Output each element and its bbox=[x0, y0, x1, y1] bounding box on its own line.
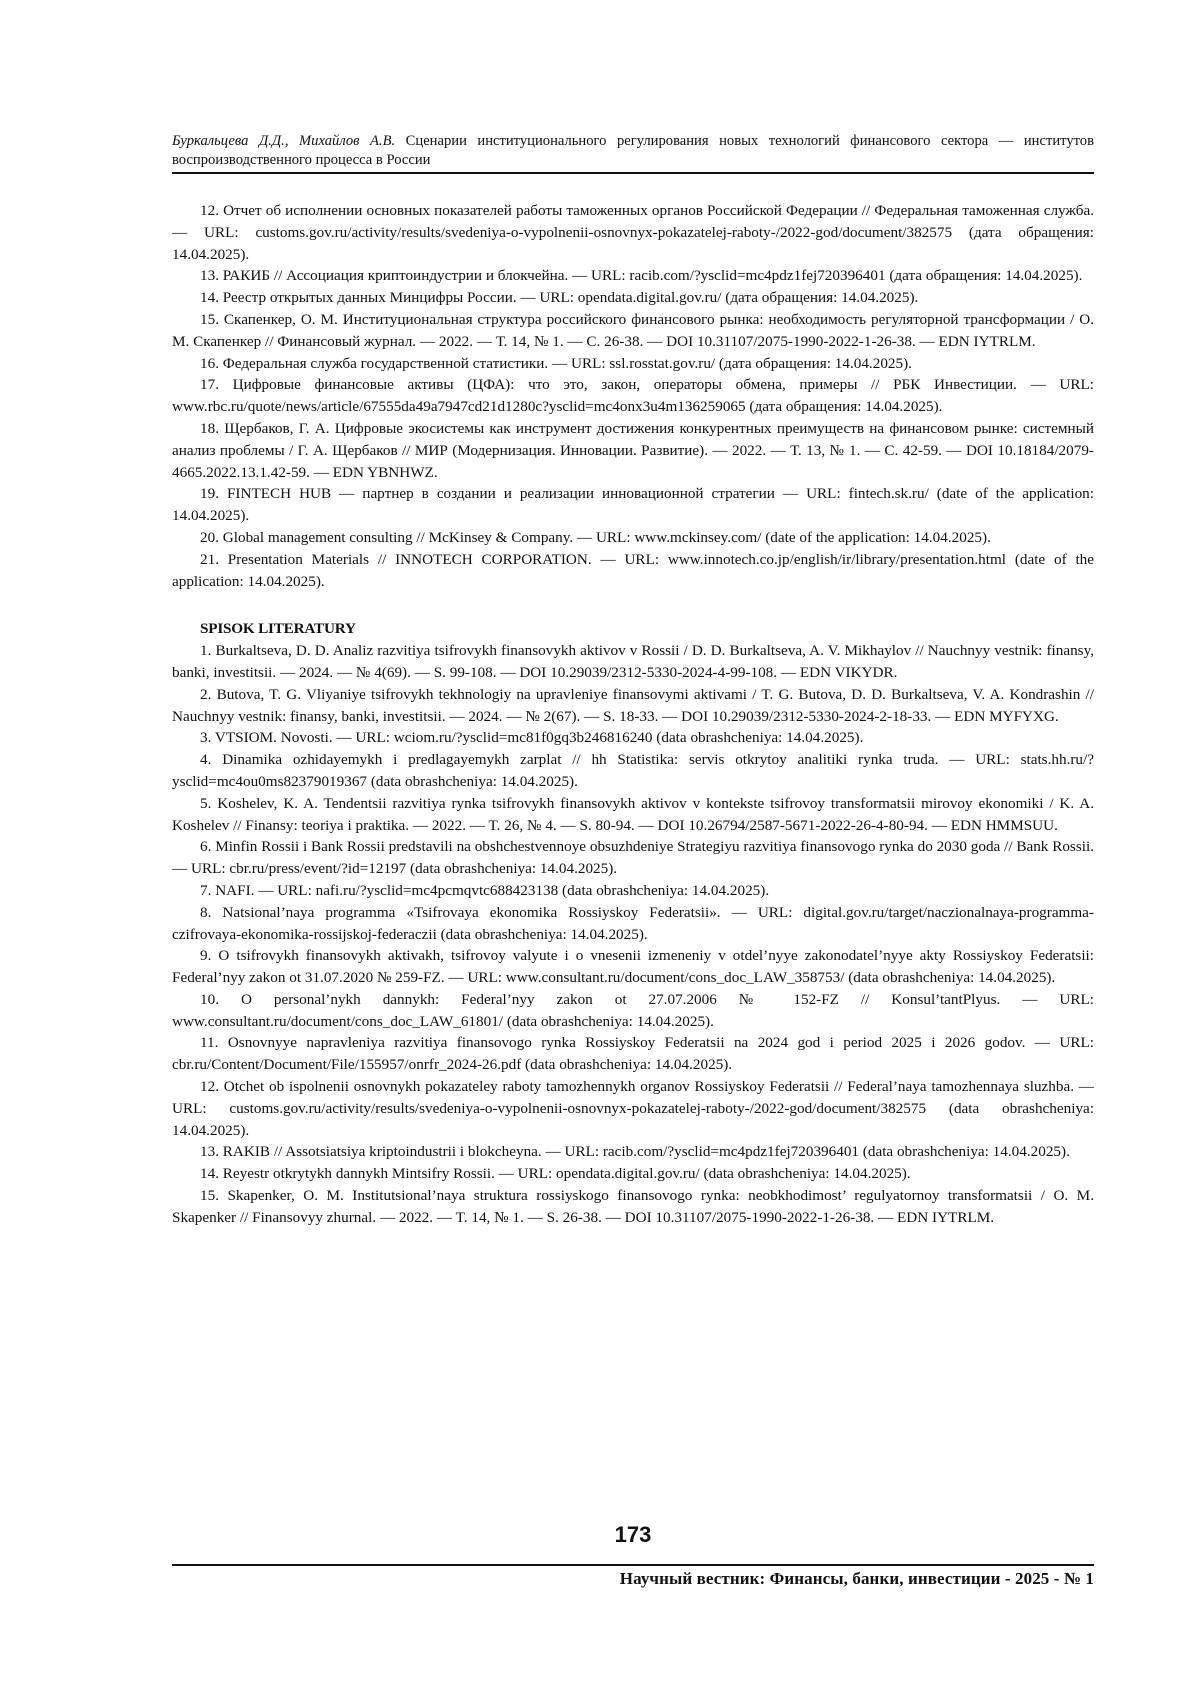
references-ru-list bbox=[172, 200, 1094, 592]
reference-ru-18: 18. Щербаков, Г. А. Цифровые экосистемы как инструмент достижения конкурентных преимуществ на финансовом рынке: системный анализ проблемы / Г. А. Щербаков // МИР (Модернизация. Инновации. Развитие). — 2022. — Т. 13, № 1. — С. 42-59. — DOI 10.18184/2079-4665.2022.13.1.42-59. — EDN YBNHWZ. bbox=[172, 419, 1094, 481]
reference-lat-15: 15. Skapenker, O. M. Institutsional’naya struktura rossiyskogo finansovogo rynka: neobkhodimost’ regulyatornoy transformatsii / O. M. Skapenker // Finansovyy zhurnal. — 2022. — T. 14, № 1. — S. 26-38. — DOI 10.31107/2075-1990-2022-1-26-38. — EDN IYTRLM. bbox=[172, 1187, 1094, 1226]
running-footer: Научный вестник: Финансы, банки, инвестиции - 2025 - № 1 bbox=[619, 1569, 1094, 1588]
reference-lat-12: 12. Otchet ob ispolnenii osnovnykh pokazateley raboty tamozhennykh organov Rossiyskoy Federatsii // Federal’naya tamozhennaya sluzhba. — URL: customs.gov.ru/activity/results/svedeniya-o-vypolnenii-osnovnyx-pokazatelej-raboty-/2022-god/document/382575 (data obrashcheniya: 14.04.2025). bbox=[172, 1078, 1094, 1139]
reference-lat-9: 9. O tsifrovykh finansovykh aktivakh, tsifrovoy valyute i o vnesenii izmeneniy v otdel’nyye zakonodatel’nyye akty Rossiyskoy Federatsii: Federal’nyy zakon ot 31.07.2020 № 259-FZ. — URL: www.consultant.ru/document/cons_doc_LAW_358753/ (data obrashcheniya: 14.04.2025). bbox=[172, 947, 1094, 987]
header-title: Сценарии институционального регулирования новых технологий финансового сектора — институтов воспроизводственного процесса в России bbox=[172, 133, 1094, 168]
reference-lat-7: 7. NAFI. — URL: nafi.ru/?ysclid=mc4pcmqvtc688423138 (data obrashcheniya: 14.04.2025). bbox=[200, 881, 770, 899]
reference-ru-21: 21. Presentation Materials // INNOTECH CORPORATION. — URL: www.innotech.co.jp/english/ir/library/presentation.html (date of the application: 14.04.2025). bbox=[172, 550, 1094, 590]
reference-ru-17: 17. Цифровые финансовые активы (ЦФА): что это, закон, операторы обмена, примеры // РБК Инвестиции. — URL: www.rbc.ru/quote/news/article/67555da49a7947cd21d1280c?ysclid=mc4onx3u4m136259065 (дата обращения: 14.04.2025). bbox=[172, 376, 1094, 416]
reference-lat-5: 5. Koshelev, K. A. Tendentsii razvitiya rynka tsifrovykh finansovykh aktivov v kontekste tsifrovoy transformatsii mirovoy ekonomiki / K. A. Koshelev // Finansy: teoriya i praktika. — 2022. — T. 26, № 4. — S. 80-94. — DOI 10.26794/2587-5671-2022-26-4-80-94. — EDN HMMSUU. bbox=[172, 794, 1094, 834]
page-number: 173 bbox=[614, 1522, 652, 1547]
header-authors: Буркальцева Д.Д., Михайлов А.В. bbox=[172, 133, 396, 149]
reference-lat-4: 4. Dinamika ozhidayemykh i predlagayemykh zarplat // hh Statistika: servis otkrytoy analitiki rynka truda. — URL: stats.hh.ru/?ysclid=mc4ou0ms82379019367 (data obrashcheniya: 14.04.2025). bbox=[172, 751, 1094, 790]
section-title: SPISOK LITERATURY bbox=[200, 620, 356, 638]
reference-lat-14: 14. Reyestr otkrytykh dannykh Mintsifry Rossii. — URL: opendata.digital.gov.ru/ (data obrashcheniya: 14.04.2025). bbox=[200, 1165, 911, 1183]
reference-lat-6: 6. Minfin Rossii i Bank Rossii predstavili na obshchestvennoye obsuzhdeniye Strategiyu razvitiya finansovogo rynka do 2030 goda // Bank Rossii. — URL: cbr.ru/press/event/?id=12197 (data obrashcheniya: 14.04.2025). bbox=[172, 838, 1094, 878]
reference-lat-10: 10. O personal’nykh dannykh: Federal’nyy zakon ot 27.07.2006 № 152-FZ // Konsul’tantPlyus. — URL: www.consultant.ru/document/cons_doc_LAW_61801/ (data obrashcheniya: 14.04.2025). bbox=[172, 990, 1094, 1030]
reference-ru-14: 14. Реестр открытых данных Минцифры России. — URL: opendata.digital.gov.ru/ (дата обращения: 14.04.2025). bbox=[200, 289, 919, 307]
reference-ru-16: 16. Федеральная служба государственной статистики. — URL: ssl.rosstat.gov.ru/ (дата обращения: 14.04.2025). bbox=[200, 354, 912, 372]
reference-ru-15: 15. Скапенкер, О. М. Институциональная структура российского финансового рынка: необходимость регуляторной трансформации / О. М. Скапенкер // Финансовый журнал. — 2022. — Т. 14, № 1. — С. 26-38. — DOI 10.31107/2075-1990-2022-1-26-38. — EDN IYTRLM. bbox=[172, 310, 1094, 350]
references-lat-list bbox=[172, 640, 1094, 1229]
footer-rule bbox=[172, 1564, 1094, 1566]
reference-lat-1: 1. Burkaltseva, D. D. Analiz razvitiya tsifrovykh finansovykh aktivov v Rossii / D. D. Burkaltseva, A. V. Mikhaylov // Nauchnyy vestnik: finansy, banki, investitsii. — 2024. — № 4(69). — S. 99-108. — DOI 10.29039/2312-5330-2024-4-99-108. — EDN VIKYDR. bbox=[172, 642, 1094, 681]
reference-lat-11: 11. Osnovnyye napravleniya razvitiya finansovogo rynka Rossiyskoy Federatsii na 2024 god i period 2025 i 2026 godov. — URL: cbr.ru/Content/Document/File/155957/onrfr_2024-26.pdf (data obrashcheniya: 14.04.2025). bbox=[172, 1034, 1094, 1074]
running-header bbox=[172, 132, 1094, 170]
reference-lat-2: 2. Butova, T. G. Vliyaniye tsifrovykh tekhnologiy na upravleniye finansovymi aktivami / T. G. Butova, D. D. Burkaltseva, V. A. Kondrashin // Nauchnyy vestnik: finansy, banki, investitsii. — 2024. — № 2(67). — S. 18-33. — DOI 10.29039/2312-5330-2024-2-18-33. — EDN MYFYXG. bbox=[172, 685, 1094, 725]
header-rule bbox=[172, 172, 1094, 174]
reference-ru-12: 12. Отчет об исполнении основных показателей работы таможенных органов Российской Федерации // Федеральная таможенная служба. — URL: customs.gov.ru/activity/results/svedeniya-o-vypolnenii-osnovnyx-pokazatelej-raboty-/2022-god/document/382575 (дата обращения: 14.04.2025). bbox=[172, 202, 1094, 263]
reference-lat-8: 8. Natsional’naya programma «Tsifrovaya ekonomika Rossiyskoy Federatsii». — URL: digital.gov.ru/target/naczionalnaya-programma-czifrovaya-ekonomika-rossijskoj-federaczii (data obrashcheniya: 14.04.2025). bbox=[172, 903, 1094, 943]
reference-ru-13: 13. РАКИБ // Ассоциация криптоиндустрии и блокчейна. — URL: racib.com/?ysclid=mc4pdz1fej720396401 (дата обращения: 14.04.2025). bbox=[200, 267, 1083, 285]
reference-lat-3: 3. VTSIOM. Novosti. — URL: wciom.ru/?ysclid=mc81f0gq3b246816240 (data obrashcheniya: 14.04.2025). bbox=[200, 729, 864, 747]
reference-ru-19: 19. FINTECH HUB — партнер в создании и реализации инновационной стратегии — URL: fintech.sk.ru/ (date of the application: 14.04.2025). bbox=[172, 485, 1094, 525]
references-body bbox=[172, 200, 1094, 1229]
reference-lat-13: 13. RAKIB // Assotsiatsiya kriptoindustrii i blokcheyna. — URL: racib.com/?ysclid=mc4pdz1fej720396401 (data obrashcheniya: 14.04.2025). bbox=[200, 1143, 1070, 1161]
reference-ru-20: 20. Global management consulting // McKinsey & Company. — URL: www.mckinsey.com/ (date of the application: 14.04.2025). bbox=[200, 528, 991, 546]
